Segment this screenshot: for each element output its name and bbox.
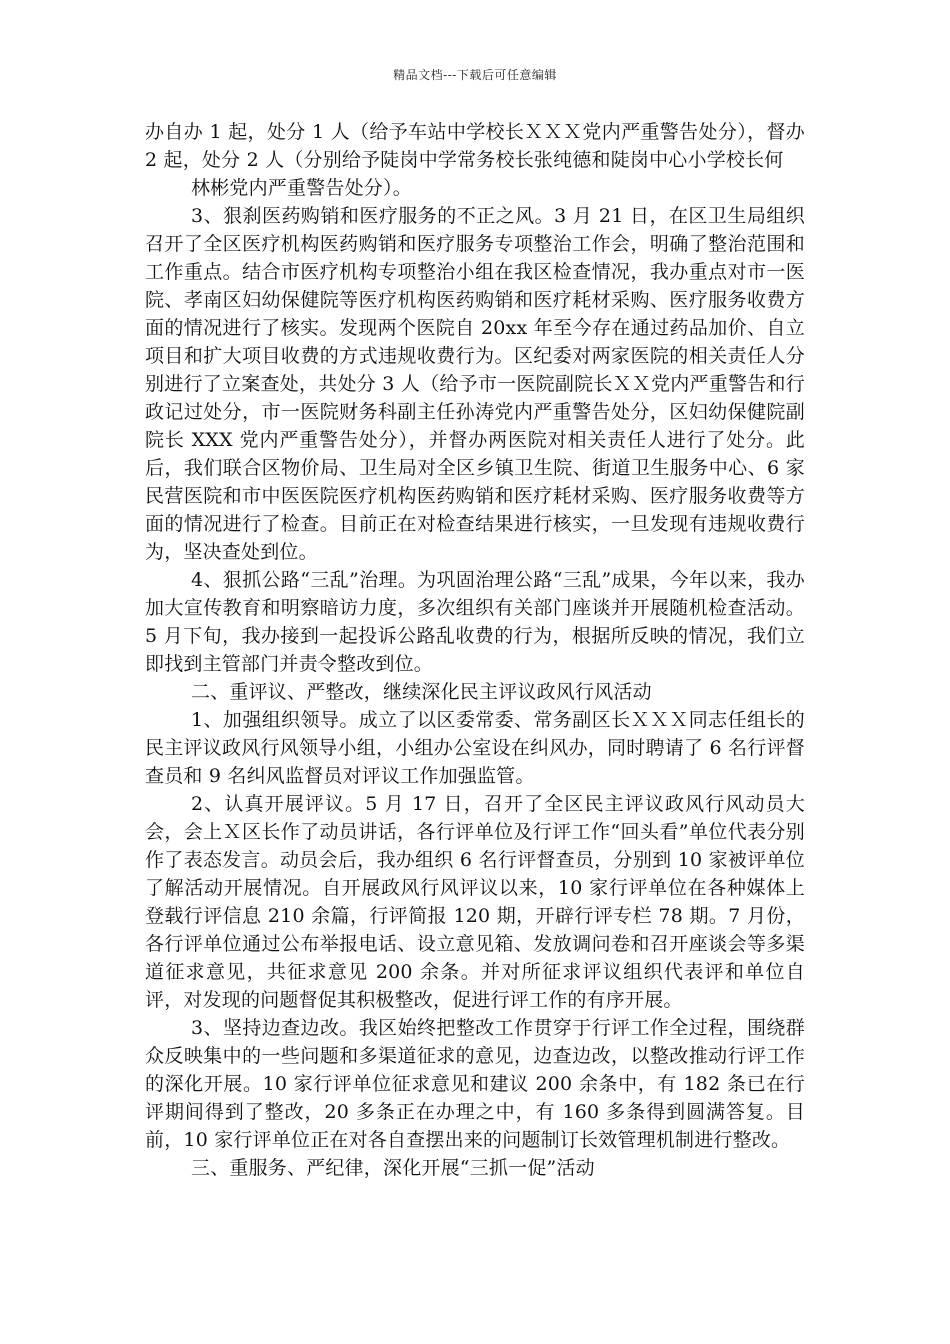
page-header: 精品文档---下载后可任意编辑 xyxy=(393,68,557,82)
paragraph-rectification: 3、坚持边查边改。我区始终把整改工作贯穿于行评工作全过程，围绕群众反映集中的一些问题和多渠道征求的意见，边查边改，以整改推动行评工作的深化开展。10 家行评单位征求意见和建议 200 余条中，有 182 条已在行评期间得到了整改，20 多条正在办理之中，有 160 多条得到圆满答复。目前，10 家行评单位正在对各自查摆出来的问题制订长效管理机制进行整改。 xyxy=(145,1017,805,1151)
paragraph-item-3-medical: 3、狠刹医药购销和医疗服务的不正之风。3 月 21 日，在区卫生局组织召开了全区医疗机构医药购销和医疗服务专项整治工作会，明确了整治范围和工作重点。结合市医疗机构专项整治小组在我区检查情况，我办重点对市一医院、孝南区妇幼保健院等医疗机构医药购销和医疗耗材采购、医疗服务收费方面的情况进行了核实。发现两个医院自 20xx 年至今存在通过药品加价、自立项目和扩大项目收费的方式违规收费行为。区纪委对两家医院的相关责任人分别进行了立案查处，共处分 3 人（给予市一医院副院长ＸＸ党内严重警告和行政记过处分，市一医院财务科副主任孙涛党内严重警告处分，区妇幼保健院副院长 XXX 党内严重警告处分），并督办两医院对相关责任人进行了处分。此后，我们联合区物价局、卫生局对全区乡镇卫生院、街道卫生服务中心、6 家民营医院和市中医医院医疗机构医药购销和医疗耗材采购、医疗服务收费等方面的情况进行了检查。目前正在对检查结果进行核实，一旦发现有违规收费行为，坚决查处到位。 xyxy=(145,205,805,563)
paragraph-item-4-highway: 4、狠抓公路“三乱”治理。为巩固治理公路“三乱”成果，今年以来，我办加大宣传教育和明察暗访力度，多次组织有关部门座谈并开展随机检查活动。5 月下旬，我办接到一起投诉公路乱收费的行为，根据所反映的情况，我们立即找到主管部门并责令整改到位。 xyxy=(145,569,805,675)
section-heading-3: 三、重服务、严纪律，深化开展“三抓一促”活动 xyxy=(191,1157,595,1179)
section-heading-2: 二、重评议、严整改，继续深化民主评议政风行风活动 xyxy=(191,681,652,703)
paragraph-continuation-end: 林彬党内严重警告处分）。 xyxy=(191,177,412,199)
paragraph-continuation: 办自办 1 起，处分 1 人（给予车站中学校长ＸＸＸ党内严重警告处分），督办 2 起，处分 2 人（分别给予陡岗中学常务校长张纯德和陡岗中心小学校长何 xyxy=(145,121,805,171)
document-body xyxy=(145,118,805,1182)
paragraph-evaluation: 2、认真开展评议。5 月 17 日，召开了全区民主评议政风行风动员大会，会上Ｘ区长作了动员讲话，各行评单位及行评工作“回头看”单位代表分别作了表态发言。动员会后，我办组织 6 名行评督查员，分别到 10 家被评单位了解活动开展情况。自开展政风行风评议以来，10 家行评单位在各种媒体上登载行评信息 210 余篇，行评简报 120 期，开辟行评专栏 78 期。7 月份，各行评单位通过公布举报电话、设立意见箱、发放调问卷和召开座谈会等多渠道征求意见，共征求意见 200 余条。并对所征求评议组织代表评和单位自评，对发现的问题督促其积极整改，促进行评工作的有序开展。 xyxy=(145,793,805,1011)
paragraph-organization: 1、加强组织领导。成立了以区委常委、常务副区长ＸＸＸ同志任组长的民主评议政风行风领导小组，小组办公室设在纠风办，同时聘请了 6 名行评督查员和 9 名纠风监督员对评议工作加强监管。 xyxy=(145,709,805,787)
